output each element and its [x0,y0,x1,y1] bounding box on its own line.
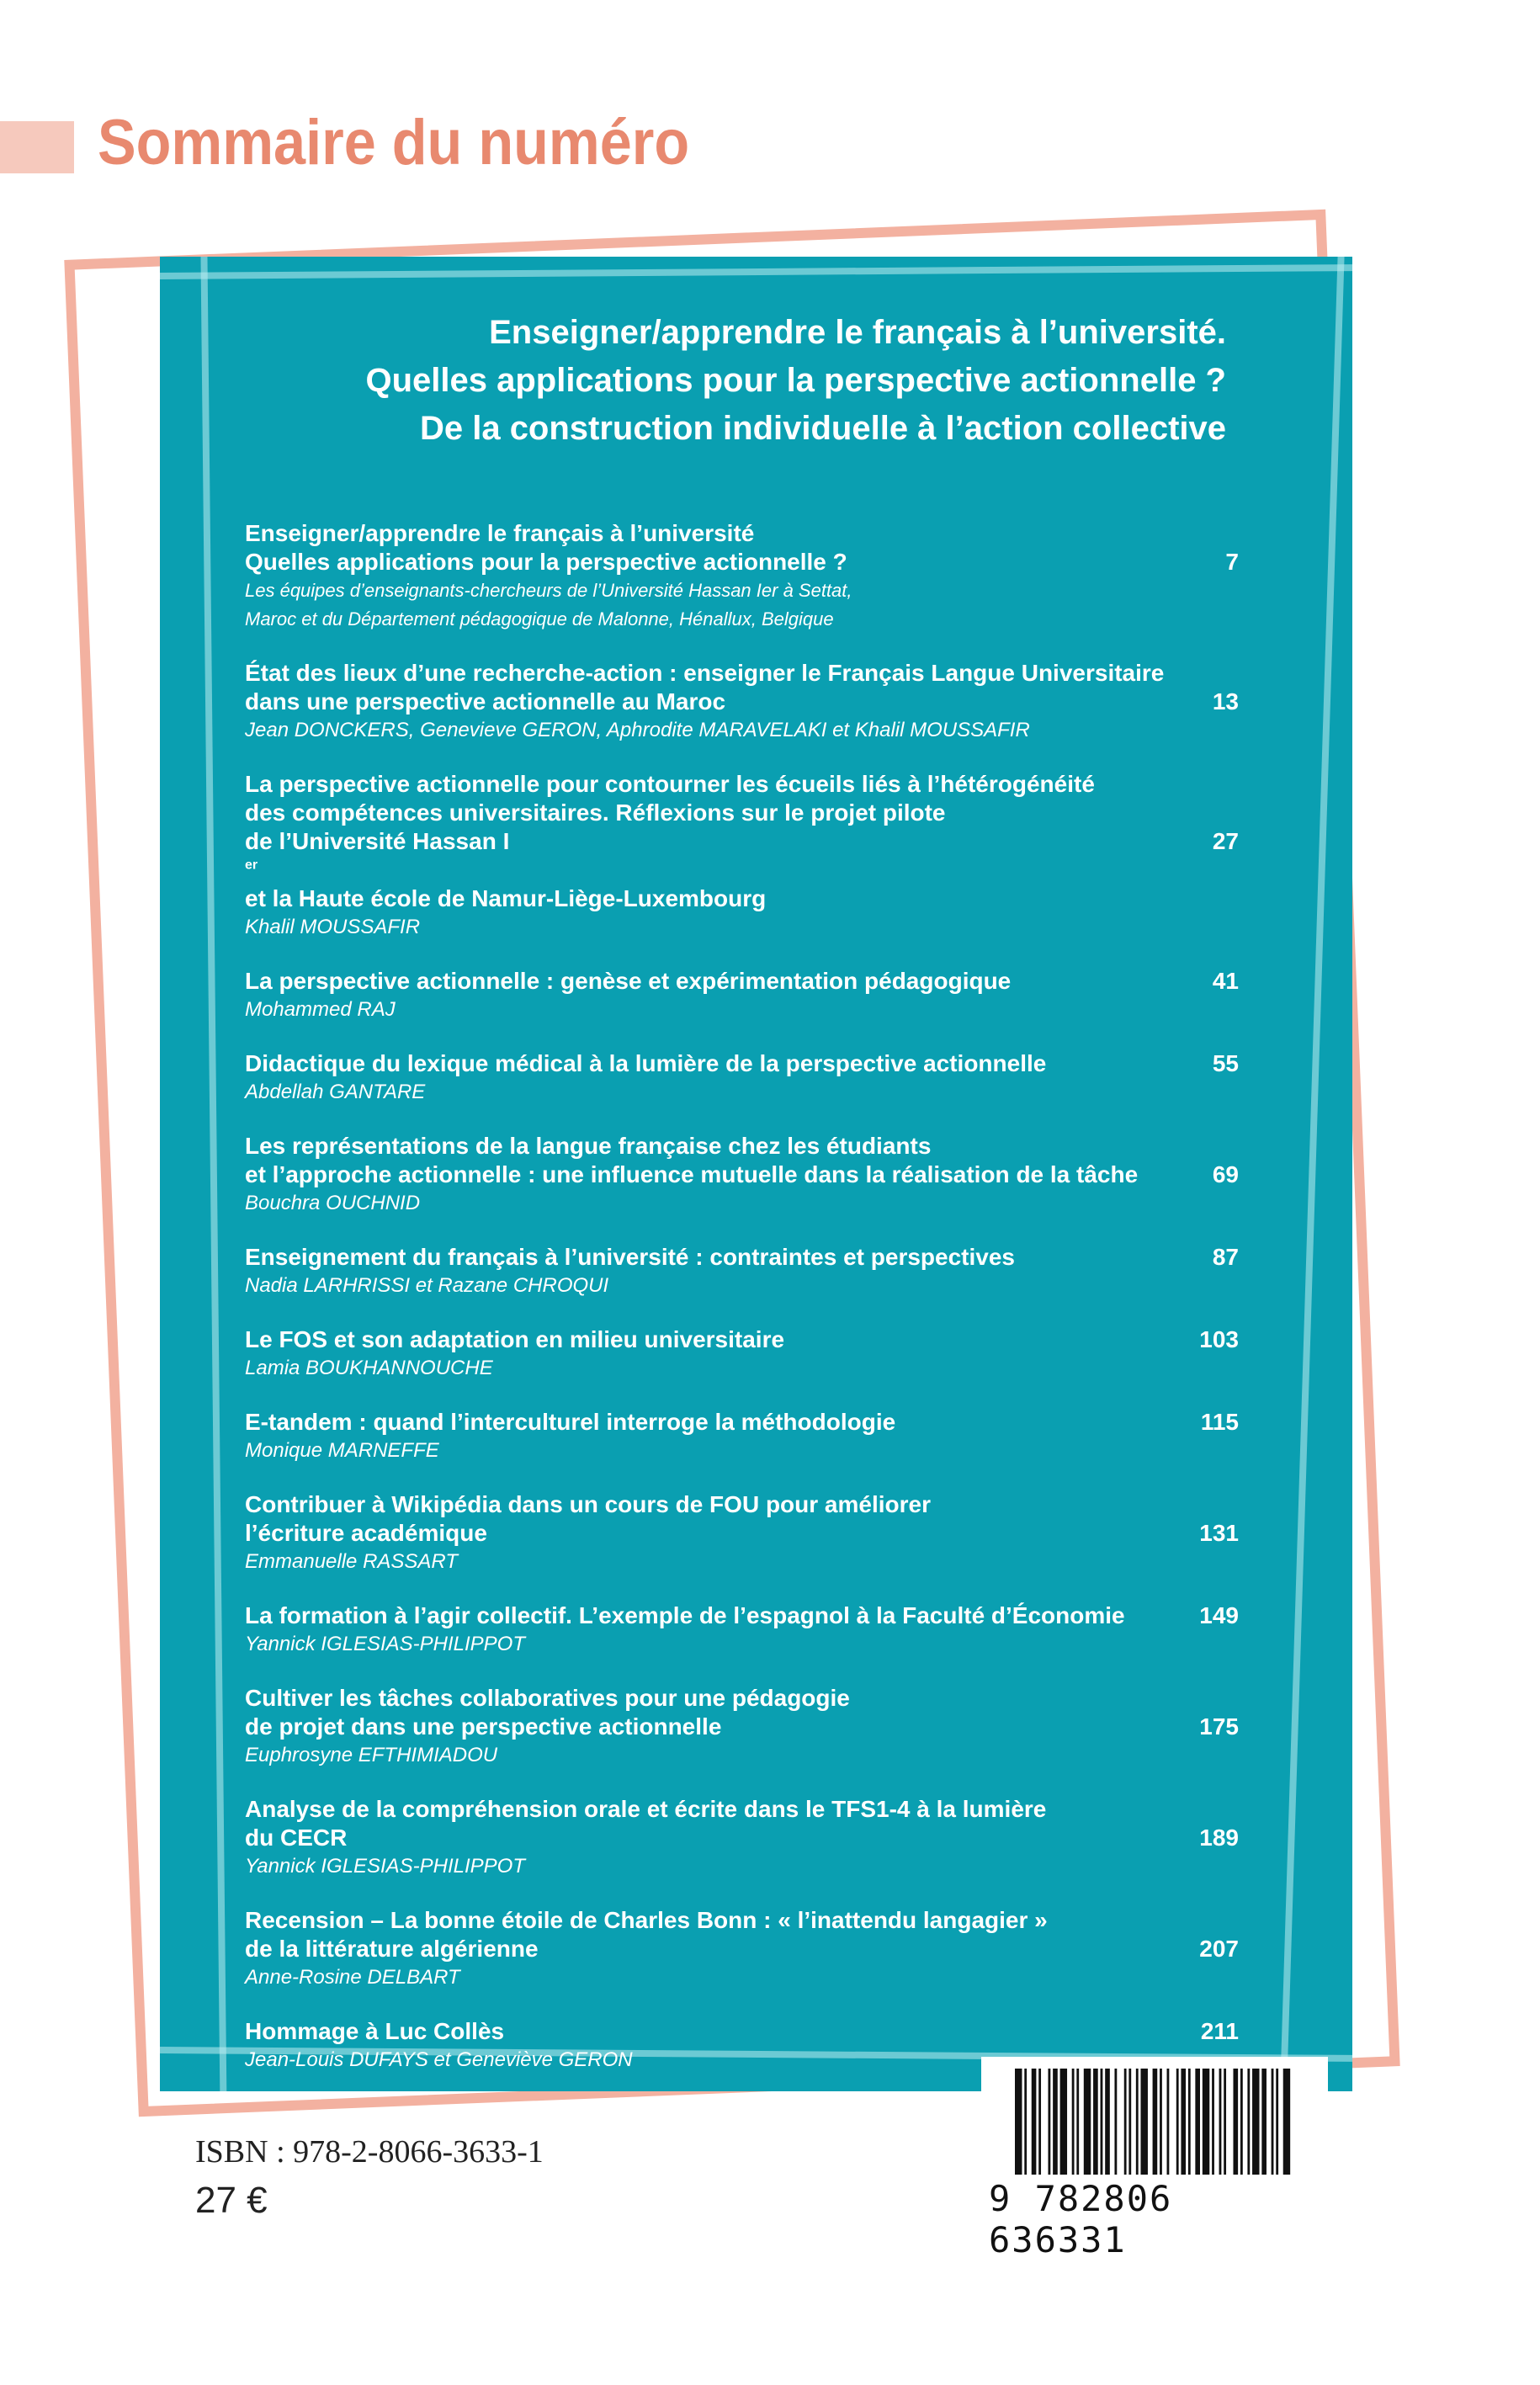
barcode-bar [1128,2069,1131,2175]
entry-authors [245,913,1171,942]
entry-title-line: dans une perspective actionnelle au Maroc [245,688,726,714]
barcode-bar [1195,2069,1200,2175]
isbn: ISBN : 978-2-8066-3633-1 [195,2134,544,2170]
entry-authors-line: Abdellah GANTARE [245,1081,426,1103]
entry-title [245,1408,1171,1437]
entry-authors-line: Les équipes d’enseignants-chercheurs de l’Université Hassan Ier à Settat, [245,580,852,601]
toc-entry [245,1132,1239,1218]
barcode-bar [1038,2069,1041,2175]
entry-authors [245,1272,1171,1300]
toc-entry [245,519,1239,634]
barcode-bar [1072,2069,1075,2175]
barcode-bars [1015,2069,1293,2175]
barcode-bar [1084,2069,1091,2175]
toc-panel [160,257,1352,2091]
barcode-bar [1276,2069,1278,2175]
entry-authors [245,1630,1171,1659]
barcode-bar [1188,2069,1191,2175]
entry-title [245,1132,1171,1189]
entry-title-line: des compétences universitaires. Réflexions sur le projet pilote [245,799,946,826]
entry-authors [245,1741,1171,1770]
entry-title [245,1906,1171,1963]
price: 27 € [195,2180,268,2221]
entry-title-line: du CECR [245,1825,348,1851]
accent-square [0,121,74,173]
entry-title-line: La perspective actionnelle pour contourner les écueils liés à l’hétérogénéité [245,771,1095,797]
barcode-bar [1160,2069,1162,2175]
entry-title [245,659,1171,716]
barcode-bar [1032,2069,1037,2175]
barcode-bar [1224,2069,1226,2175]
entry-title-line: Enseignement du français à l’université : contraintes et perspectives [245,1244,1015,1270]
entry-authors [245,576,1171,634]
toc-list [245,519,1239,2091]
page-title: Sommaire du numéro [98,107,690,178]
barcode-bar [1176,2069,1179,2175]
entry-authors [245,1354,1171,1383]
entry-title [245,1684,1171,1741]
entry-title-line: Recension – La bonne étoile de Charles Bonn : « l’inattendu langagier » [245,1907,1048,1933]
barcode-bar [1114,2069,1117,2175]
entry-title [245,770,1171,913]
barcode-digits: 9 782806 636331 [989,2178,1173,2260]
toc-entry [245,1049,1239,1107]
toc-entry [245,1602,1239,1659]
entry-title-line: État des lieux d’une recherche-action : enseigner le Français Langue Universitaire [245,660,1165,686]
entry-title-line: Hommage à Luc Collès [245,2018,505,2044]
entry-page-number: 55 [1212,1050,1239,1076]
entry-title-line: La formation à l’agir collectif. L’exemple de l’espagnol à la Faculté d’Économie [245,1602,1125,1628]
entry-title-line: Le FOS et son adaptation en milieu universitaire [245,1326,785,1352]
barcode-bar [1124,2069,1127,2175]
entry-title-line: Enseigner/apprendre le français à l’université [245,520,755,546]
entry-page-number: 189 [1199,1825,1239,1851]
entry-authors-line: Jean DONCKERS, Genevieve GERON, Aphrodite MARAVELAKI et Khalil MOUSSAFIR [245,719,1030,741]
entry-authors-line: Yannick IGLESIAS-PHILIPPOT [245,1633,526,1655]
entry-authors [245,996,1171,1024]
entry-authors-line: Euphrosyne EFTHIMIADOU [245,1744,498,1766]
barcode-bar [1015,2069,1022,2175]
barcode-bar [1272,2069,1274,2175]
barcode-bar [1261,2069,1267,2175]
barcode-bar [1203,2069,1209,2175]
entry-title [245,1325,1171,1354]
barcode-bar [1219,2069,1222,2175]
entry-title-segment: de l’Université Hassan I [245,828,510,854]
issue-title [365,309,1226,453]
entry-page-number: 27 [1212,828,1239,854]
entry-page-number: 149 [1199,1602,1239,1628]
toc-entry [245,659,1239,745]
barcode-bar [1247,2069,1250,2175]
barcode-bar [1101,2069,1103,2175]
entry-title-line: Quelles applications pour la perspective actionnelle ? [245,549,847,575]
toc-entry [245,967,1239,1024]
toc-entry [245,1490,1239,1576]
entry-title [245,1243,1171,1272]
entry-title [245,1049,1171,1078]
toc-entry [245,1243,1239,1300]
barcode-bar [1240,2069,1243,2175]
barcode-bar [1233,2069,1238,2175]
entry-title-line: Analyse de la compréhension orale et écrite dans le TFS1-4 à la lumière [245,1796,1047,1822]
entry-page-number: 87 [1212,1244,1239,1270]
entry-page-number: 41 [1212,968,1239,994]
entry-page-number: 115 [1200,1409,1239,1435]
entry-title [245,2017,1171,2046]
entry-authors [245,1548,1171,1576]
toc-entry [245,770,1239,942]
entry-title-segment: et la Haute école de Namur-Liège-Luxembourg [245,885,767,911]
toc-entry [245,1906,1239,1992]
entry-title-line: l’écriture académique [245,1520,487,1546]
barcode-bar [1024,2069,1027,2175]
barcode-bar [1053,2069,1058,2175]
entry-page-number: 13 [1212,688,1239,714]
barcode-bar [1181,2069,1186,2175]
entry-authors-line: Lamia BOUKHANNOUCHE [245,1357,493,1379]
entry-title [245,1795,1171,1852]
barcode-bar [1048,2069,1050,2175]
toc-content [160,257,1352,2091]
toc-entry [245,1795,1239,1881]
toc-entry [245,1684,1239,1770]
barcode-bar [1093,2069,1098,2175]
entry-authors-line: Khalil MOUSSAFIR [245,916,421,938]
barcode-bar [1167,2069,1170,2175]
barcode-bar [1252,2069,1259,2175]
entry-authors [245,1078,1171,1107]
entry-page-number: 175 [1199,1713,1239,1740]
barcode-bar [1212,2069,1214,2175]
barcode-bar [1076,2069,1079,2175]
entry-title-line: Contribuer à Wikipédia dans un cours de FOU pour améliorer [245,1491,931,1517]
entry-authors [245,1852,1171,1881]
entry-authors [245,716,1171,745]
barcode-bar [1153,2069,1158,2175]
barcode-bar [1283,2069,1290,2175]
toc-entry [245,1325,1239,1383]
superscript: er [245,858,258,873]
entry-page-number: 131 [1199,1520,1239,1546]
entry-authors-line: Jean-Louis DUFAYS et Geneviève GERON [245,2048,633,2071]
entry-title-line: Les représentations de la langue française chez les étudiants [245,1133,932,1159]
entry-page-number: 207 [1199,1936,1239,1962]
entry-title [245,519,1171,576]
entry-page-number: 7 [1225,549,1239,575]
entry-authors-line: Maroc et du Département pédagogique de Malonne, Hénallux, Belgique [245,608,834,629]
entry-title-line: de la littérature algérienne [245,1936,539,1962]
barcode [981,2057,1328,2183]
entry-title [245,1602,1171,1630]
entry-authors-line: Emmanuelle RASSART [245,1550,458,1573]
entry-authors [245,1963,1171,1992]
toc-entry [245,1408,1239,1465]
entry-title-line: La perspective actionnelle : genèse et expérimentation pédagogique [245,968,1012,994]
entry-title [245,967,1171,996]
entry-page-number: 103 [1199,1326,1239,1352]
entry-authors-line: Nadia LARHRISSI et Razane CHROQUI [245,1274,609,1297]
entry-title-line: Didactique du lexique médical à la lumière de la perspective actionnelle [245,1050,1047,1076]
entry-authors-line: Mohammed RAJ [245,998,396,1021]
barcode-bar [1136,2069,1139,2175]
entry-authors-line: Monique MARNEFFE [245,1439,439,1462]
barcode-bar [1060,2069,1067,2175]
entry-authors-line: Bouchra OUCHNID [245,1192,421,1214]
entry-authors-line: Anne-Rosine DELBART [245,1966,460,1989]
issue-title-line: Enseigner/apprendre le français à l’université. [489,314,1226,351]
entry-title [245,1490,1171,1548]
entry-authors [245,1437,1171,1465]
entry-authors [245,1189,1171,1218]
entry-title-line: E-tandem : quand l’interculturel interroge la méthodologie [245,1409,896,1435]
entry-page-number: 211 [1200,2018,1239,2044]
entry-title-line [245,827,1171,913]
entry-page-number: 69 [1212,1161,1239,1187]
issue-title-line: Quelles applications pour la perspective actionnelle ? [365,362,1226,399]
barcode-bar [1105,2069,1110,2175]
entry-title-line: Cultiver les tâches collaboratives pour une pédagogie [245,1685,850,1711]
entry-authors-line: Yannick IGLESIAS-PHILIPPOT [245,1855,526,1878]
entry-title-line: de projet dans une perspective actionnelle [245,1713,722,1740]
barcode-bar [1140,2069,1147,2175]
entry-title-line: et l’approche actionnelle : une influence mutuelle dans la réalisation de la tâche [245,1161,1139,1187]
issue-title-line: De la construction individuelle à l’action collective [419,410,1226,447]
